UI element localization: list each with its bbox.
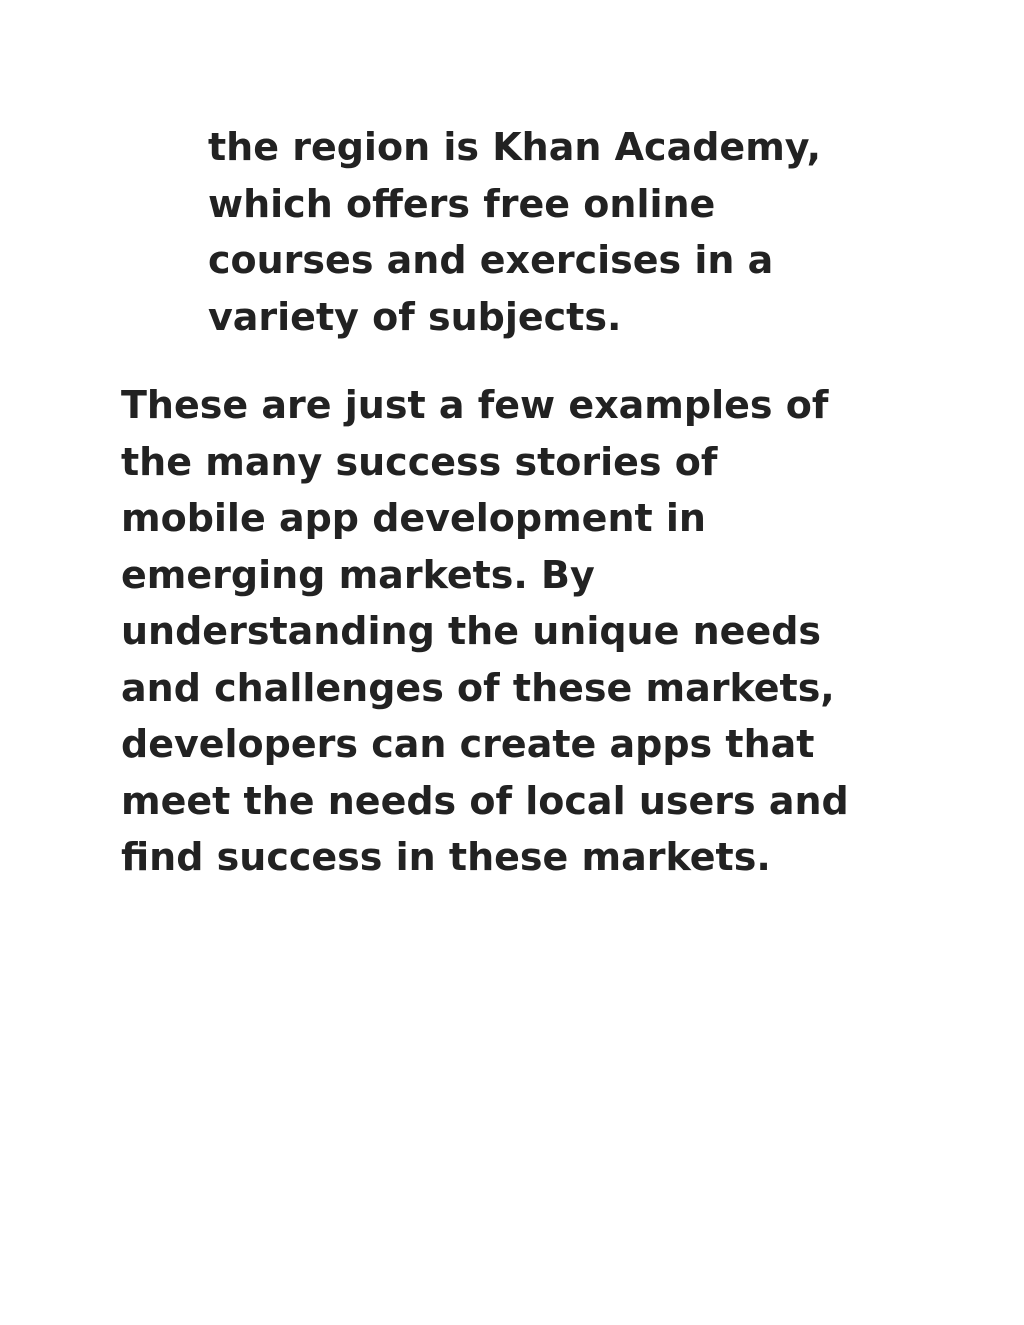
- list-item-continuation-paragraph: the region is Khan Academy, which offers free online courses and exercises in a variety of subjects.: [208, 125, 822, 339]
- conclusion-paragraph: These are just a few examples of the many success stories of mobile app development in emerging markets. By understanding the unique needs and challenges of these markets, developers can create apps that meet the needs of local users and find success in these markets.: [121, 383, 849, 879]
